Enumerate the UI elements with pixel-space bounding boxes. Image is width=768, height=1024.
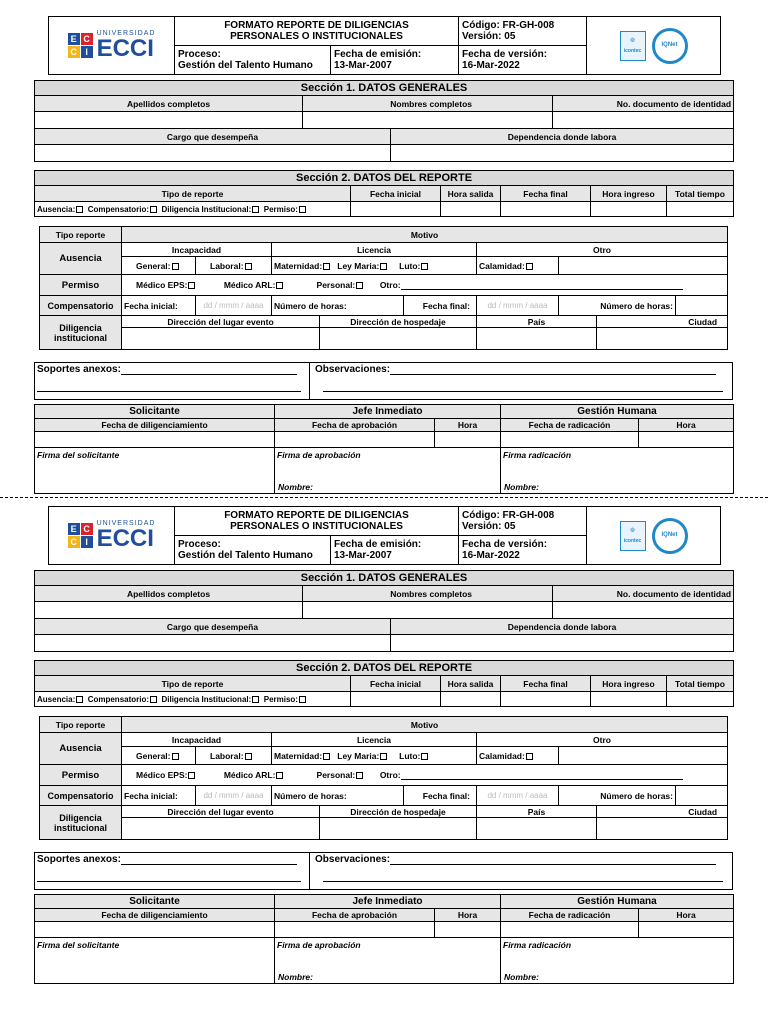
soportes-field[interactable] <box>121 374 297 375</box>
fecha-aprobacion-field[interactable] <box>275 922 435 938</box>
otro-permiso-field[interactable] <box>401 779 683 780</box>
fecha-final-label: Fecha final <box>501 676 591 692</box>
personal-checkbox[interactable] <box>356 772 363 779</box>
apellidos-field[interactable] <box>35 602 303 619</box>
hora-aprobacion-field[interactable] <box>435 922 501 938</box>
section2-table <box>34 170 734 217</box>
hora-salida-label: Hora salida <box>441 676 501 692</box>
total-tiempo-label: Total tiempo <box>667 676 734 692</box>
otro-ausencia-field[interactable] <box>559 747 728 765</box>
general-checkbox[interactable] <box>172 263 179 270</box>
observaciones-field[interactable] <box>390 864 716 865</box>
compensatorio-row-label: Compensatorio <box>40 296 122 316</box>
tipo-options: Ausencia: Compensatorio: Diligencia Institucional: Permiso: <box>35 692 351 707</box>
documento-label: No. documento de identidad <box>553 586 734 602</box>
licencia-label: Licencia <box>272 243 477 257</box>
dependencia-label: Dependencia donde labora <box>391 619 734 635</box>
dependencia-field[interactable] <box>391 635 734 652</box>
firma-aprobacion-field[interactable]: Firma de aprobación Nombre: <box>275 938 501 984</box>
medico-arl-checkbox[interactable] <box>276 282 283 289</box>
ley-maria-checkbox[interactable] <box>380 263 387 270</box>
fecha-diligenciamiento-field[interactable] <box>35 432 275 448</box>
otro-header-label: Otro <box>477 243 728 257</box>
hora-ingreso-field[interactable] <box>591 202 667 217</box>
luto-checkbox[interactable] <box>421 263 428 270</box>
permiso-row-label: Permiso <box>40 765 122 786</box>
fecha-diligenciamiento-field[interactable] <box>35 922 275 938</box>
firma-aprobacion-field[interactable]: Firma de aprobación Nombre: <box>275 448 501 494</box>
total-tiempo-field[interactable] <box>667 692 734 707</box>
fecha-final-input[interactable]: dd / mmm / aaaa <box>477 296 559 316</box>
cargo-label: Cargo que desempeña <box>35 619 391 635</box>
firma-radicacion-field[interactable]: Firma radicación Nombre: <box>501 938 734 984</box>
fecha-inicial-field[interactable] <box>351 202 441 217</box>
numero-horas-field[interactable] <box>676 296 728 316</box>
fecha-radicacion-field[interactable] <box>501 432 639 448</box>
ausencia-row-label: Ausencia <box>40 243 122 275</box>
form-code: Código: FR-GH-008 Versión: 05 <box>459 17 587 46</box>
total-tiempo-label: Total tiempo <box>667 186 734 202</box>
permiso-row-label: Permiso <box>40 275 122 296</box>
fecha-version: Fecha de versión: 16-Mar-2022 <box>459 46 587 75</box>
direccion-evento-field[interactable] <box>122 818 320 840</box>
documento-field[interactable] <box>553 112 734 129</box>
anexos-box: Soportes anexos: Observaciones: <box>34 362 733 400</box>
motivo-header: Motivo <box>122 717 728 733</box>
fecha-aprobacion-field[interactable] <box>275 432 435 448</box>
tipo-options: Ausencia: Compensatorio: Diligencia Institucional: Permiso: <box>35 202 351 217</box>
hora-ingreso-label: Hora ingreso <box>591 676 667 692</box>
compensatorio-checkbox[interactable] <box>150 206 157 213</box>
diligencia-checkbox[interactable] <box>252 206 259 213</box>
tipo-reporte-label: Tipo de reporte <box>35 676 351 692</box>
form-title: FORMATO REPORTE DE DILIGENCIAS PERSONALES O INSTITUCIONALES <box>175 507 459 536</box>
proceso: Proceso: Gestión del Talento Humano <box>175 46 331 75</box>
section1-table <box>34 570 734 652</box>
laboral-checkbox[interactable] <box>245 263 252 270</box>
direccion-hospedaje-field[interactable] <box>320 818 477 840</box>
icontec-seal-icon: ◎ icontec <box>620 521 646 551</box>
ciudad-field[interactable] <box>597 818 728 840</box>
licencia-label: Licencia <box>272 733 477 747</box>
maternidad-checkbox[interactable] <box>323 753 330 760</box>
cargo-label: Cargo que desempeña <box>35 129 391 145</box>
form-copy-2 <box>0 490 768 980</box>
certification-seals <box>587 17 721 75</box>
medico-eps-checkbox[interactable] <box>188 282 195 289</box>
diligencia-row-label: Diligencia institucional <box>40 806 122 840</box>
fecha-inicial-label: Fecha inicial <box>351 676 441 692</box>
university-logo: E C C I UNIVERSIDAD ECCI <box>49 507 175 565</box>
documento-label: No. documento de identidad <box>553 96 734 112</box>
university-logo: E C C I UNIVERSIDAD ECCI <box>49 17 175 75</box>
fecha-inicial-input[interactable]: dd / mmm / aaaa <box>196 786 272 806</box>
hora-radicacion-field[interactable] <box>639 432 734 448</box>
incapacidad-label: Incapacidad <box>122 733 272 747</box>
observaciones-field[interactable] <box>390 374 716 375</box>
detail-table: Tipo reporte Motivo Ausencia Incapacidad Licencia Otro General: Laboral: Maternidad: Ley Maria: Luto: Calamidad: Permiso Médico EPS: Médico ARL: Personal: Otro: Compensatorio Fecha inicial: dd / mmm / aaaa Número de horas: Fecha final: dd / mmm / aaaa Número de horas: Diligencia institucional Dirección del lugar evento Dirección de hospedaje País Ciudad <box>39 226 728 350</box>
numero-horas-field[interactable] <box>676 786 728 806</box>
direccion-hospedaje-field[interactable] <box>320 328 477 350</box>
medico-arl-checkbox[interactable] <box>276 772 283 779</box>
hora-radicacion-field[interactable] <box>639 922 734 938</box>
icontec-seal-icon: ◎ icontec <box>620 31 646 61</box>
pais-field[interactable] <box>477 818 597 840</box>
nombres-label: Nombres completos <box>303 586 553 602</box>
medico-eps-checkbox[interactable] <box>188 772 195 779</box>
nombres-field[interactable] <box>303 602 553 619</box>
fecha-emision: Fecha de emisión: 13-Mar-2007 <box>331 536 459 565</box>
ecci-logo-icon: E C C I <box>68 523 93 548</box>
tipo-reporte-header: Tipo reporte <box>40 227 122 243</box>
hora-ingreso-label: Hora ingreso <box>591 186 667 202</box>
fecha-final-field[interactable] <box>501 692 591 707</box>
hora-salida-field[interactable] <box>441 202 501 217</box>
fecha-final-field[interactable] <box>501 202 591 217</box>
compensatorio-checkbox[interactable] <box>150 696 157 703</box>
section1-table <box>34 80 734 162</box>
hora-salida-field[interactable] <box>441 692 501 707</box>
compensatorio-row-label: Compensatorio <box>40 786 122 806</box>
fecha-radicacion-field[interactable] <box>501 922 639 938</box>
fecha-final-label: Fecha final <box>501 186 591 202</box>
certification-seals <box>587 507 721 565</box>
firma-solicitante-field[interactable]: Firma del solicitante <box>35 938 275 984</box>
motivo-header: Motivo <box>122 227 728 243</box>
calamidad-checkbox[interactable] <box>526 753 533 760</box>
permiso-checkbox[interactable] <box>299 696 306 703</box>
pais-field[interactable] <box>477 328 597 350</box>
fecha-version: Fecha de versión: 16-Mar-2022 <box>459 536 587 565</box>
detail-table: Tipo reporte Motivo Ausencia Incapacidad Licencia Otro General: Laboral: Maternidad: Ley Maria: Luto: Calamidad: Permiso Médico EPS: Médico ARL: Personal: Otro: Compensatorio Fecha inicial: dd / mmm / aaaa Número de horas: Fecha final: dd / mmm / aaaa Número de horas: Diligencia institucional Dirección del lugar evento Dirección de hospedaje País Ciudad <box>39 716 728 840</box>
apellidos-label: Apellidos completos <box>35 96 303 112</box>
hora-aprobacion-field[interactable] <box>435 432 501 448</box>
hora-ingreso-field[interactable] <box>591 692 667 707</box>
fecha-inicial-label: Fecha inicial <box>351 186 441 202</box>
apellidos-field[interactable] <box>35 112 303 129</box>
apellidos-label: Apellidos completos <box>35 586 303 602</box>
direccion-evento-field[interactable] <box>122 328 320 350</box>
form-code: Código: FR-GH-008 Versión: 05 <box>459 507 587 536</box>
laboral-checkbox[interactable] <box>245 753 252 760</box>
firmas-table: Solicitante Jefe Inmediato Gestión Humana Fecha de diligenciamiento Fecha de aprobación Hora Fecha de radicación Hora Firma del solicitante Firma de aprobación Nombre: Firma radicación Nombre: <box>34 894 734 984</box>
otro-header-label: Otro <box>477 733 728 747</box>
fecha-inicial-input[interactable]: dd / mmm / aaaa <box>196 296 272 316</box>
ausencia-checkbox[interactable] <box>76 696 83 703</box>
anexos-box: Soportes anexos: Observaciones: <box>34 852 733 890</box>
incapacidad-label: Incapacidad <box>122 243 272 257</box>
iqnet-seal-icon: IQNet <box>652 28 688 64</box>
nombres-label: Nombres completos <box>303 96 553 112</box>
firmas-table: Solicitante Jefe Inmediato Gestión Humana Fecha de diligenciamiento Fecha de aprobación Hora Fecha de radicación Hora Firma del solicitante Firma de aprobación Nombre: Firma radicación Nombre: <box>34 404 734 494</box>
soportes-field[interactable] <box>121 864 297 865</box>
firma-solicitante-field[interactable]: Firma del solicitante <box>35 448 275 494</box>
form-copy-1 <box>0 0 768 490</box>
dependencia-label: Dependencia donde labora <box>391 129 734 145</box>
ley-maria-checkbox[interactable] <box>380 753 387 760</box>
ciudad-field[interactable] <box>597 328 728 350</box>
form-title: FORMATO REPORTE DE DILIGENCIAS PERSONALES O INSTITUCIONALES <box>175 17 459 46</box>
section2-title: Sección 2. DATOS DEL REPORTE <box>35 661 734 676</box>
cargo-field[interactable] <box>35 635 391 652</box>
ausencia-row-label: Ausencia <box>40 733 122 765</box>
ausencia-checkbox[interactable] <box>76 206 83 213</box>
maternidad-checkbox[interactable] <box>323 263 330 270</box>
luto-checkbox[interactable] <box>421 753 428 760</box>
tipo-reporte-label: Tipo de reporte <box>35 186 351 202</box>
fecha-final-input[interactable]: dd / mmm / aaaa <box>477 786 559 806</box>
fecha-emision: Fecha de emisión: 13-Mar-2007 <box>331 46 459 75</box>
otro-ausencia-field[interactable] <box>559 257 728 275</box>
diligencia-checkbox[interactable] <box>252 696 259 703</box>
section2-table <box>34 660 734 707</box>
diligencia-row-label: Diligencia institucional <box>40 316 122 350</box>
dependencia-field[interactable] <box>391 145 734 162</box>
permiso-checkbox[interactable] <box>299 206 306 213</box>
total-tiempo-field[interactable] <box>667 202 734 217</box>
personal-checkbox[interactable] <box>356 282 363 289</box>
documento-field[interactable] <box>553 602 734 619</box>
firma-radicacion-field[interactable]: Firma radicación Nombre: <box>501 448 734 494</box>
otro-permiso-field[interactable] <box>401 289 683 290</box>
fecha-inicial-field[interactable] <box>351 692 441 707</box>
section1-title: Sección 1. DATOS GENERALES <box>35 81 734 96</box>
ecci-logo-icon: E C C I <box>68 33 93 58</box>
tipo-reporte-header: Tipo reporte <box>40 717 122 733</box>
nombres-field[interactable] <box>303 112 553 129</box>
hora-salida-label: Hora salida <box>441 186 501 202</box>
general-checkbox[interactable] <box>172 753 179 760</box>
cargo-field[interactable] <box>35 145 391 162</box>
proceso: Proceso: Gestión del Talento Humano <box>175 536 331 565</box>
calamidad-checkbox[interactable] <box>526 263 533 270</box>
header-table <box>48 506 721 565</box>
header-table <box>48 16 721 75</box>
iqnet-seal-icon: IQNet <box>652 518 688 554</box>
section2-title: Sección 2. DATOS DEL REPORTE <box>35 171 734 186</box>
section1-title: Sección 1. DATOS GENERALES <box>35 571 734 586</box>
